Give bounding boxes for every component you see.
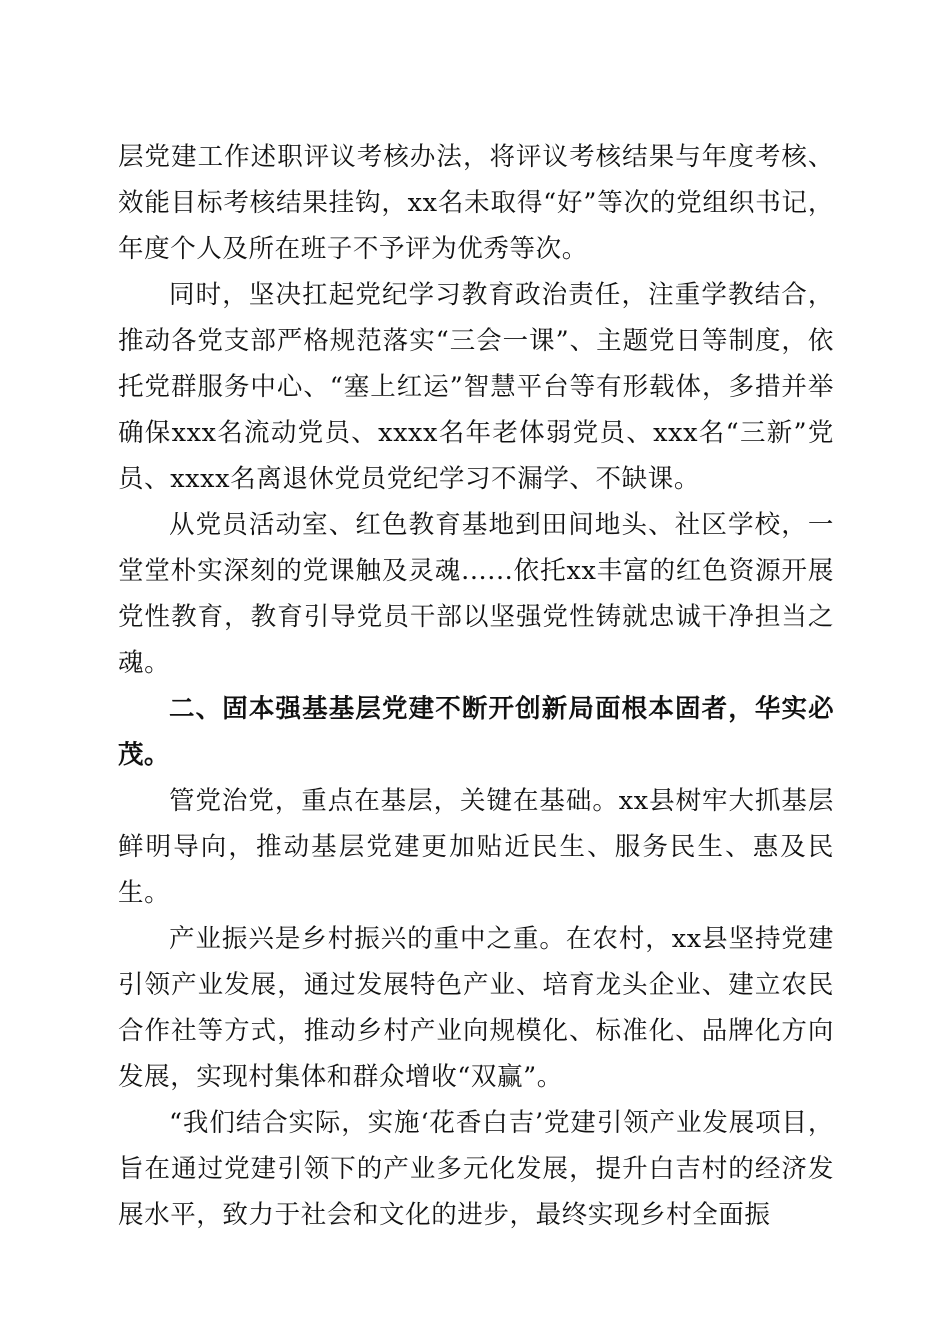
paragraph-continuation: 层党建工作述职评议考核办法，将评议考核结果与年度考核、效能目标考核结果挂钩，xx名未取得“好”等次的党组织书记，年度个人及所在班子不予评为优秀等次。: [118, 142, 834, 264]
paragraph: 同时，坚决扛起党纪学习教育政治责任，注重学教结合，推动各党支部严格规范落实“三会一课”、主题党日等制度，依托党群服务中心、“塞上红运”智慧平台等有形载体，多措并举确保xxx名流动党员、xxxx名年老体弱党员、xxx名“三新”党员、xxxx名离退休党员党纪学习不漏学、不缺课。: [118, 280, 834, 494]
paragraph: 从党员活动室、红色教育基地到田间地头、社区学校，一堂堂朴实深刻的党课触及灵魂......依托xx丰富的红色资源开展党性教育，教育引导党员干部以坚强党性铸就忠诚干净担当之魂。: [118, 510, 834, 678]
section-heading: 二、固本强基基层党建不断开创新局面根本固者，华实必茂。: [118, 694, 834, 770]
paragraph: 管党治党，重点在基层，关键在基础。xx县树牢大抓基层鲜明导向，推动基层党建更加贴近民生、服务民生、惠及民生。: [118, 786, 834, 908]
paragraph: “我们结合实际，实施‘花香白吉’党建引领产业发展项目，旨在通过党建引领下的产业多元化发展，提升白吉村的经济发展水平，致力于社会和文化的进步，最终实现乡村全面振: [118, 1108, 834, 1230]
document-body: [118, 134, 834, 1238]
paragraph: 产业振兴是乡村振兴的重中之重。在农村，xx县坚持党建引领产业发展，通过发展特色产业、培育龙头企业、建立农民合作社等方式，推动乡村产业向规模化、标准化、品牌化方向发展，实现村集体和群众增收“双赢”。: [118, 924, 834, 1092]
